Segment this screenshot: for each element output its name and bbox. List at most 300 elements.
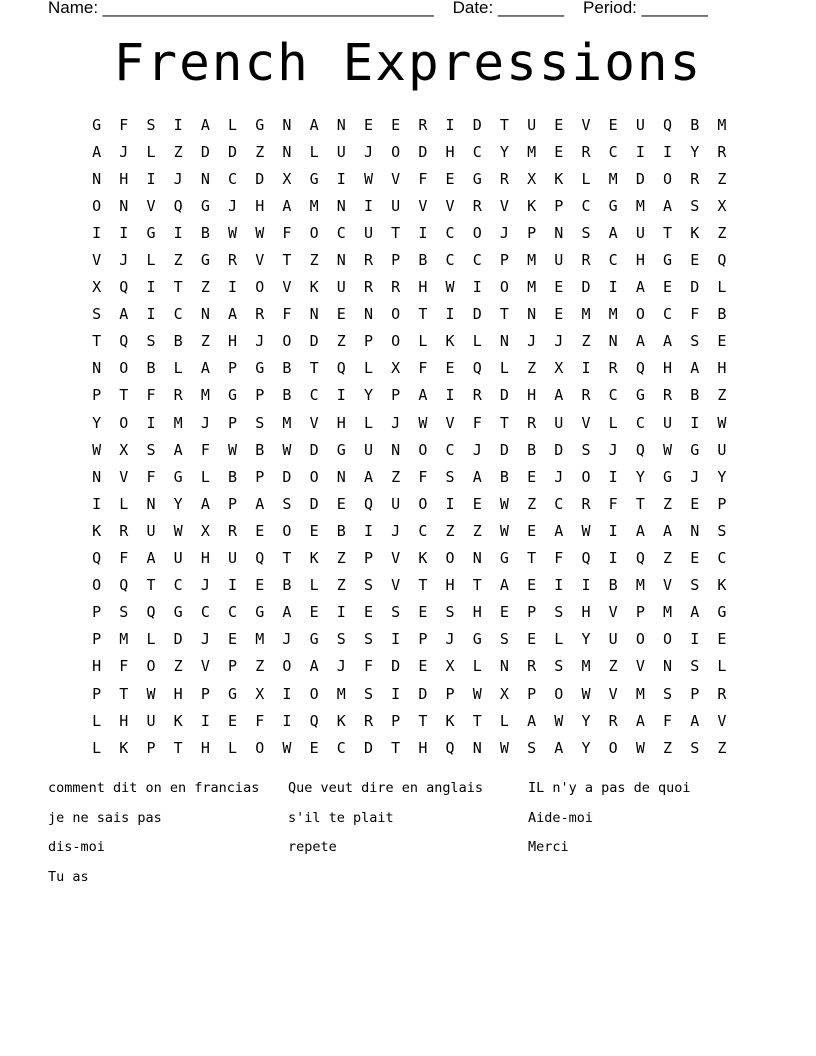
grid-letter: A	[554, 386, 564, 405]
grid-letter: Q	[336, 359, 346, 378]
grid-letter: R	[581, 142, 591, 161]
grid-letter: C	[445, 251, 455, 270]
grid-letter: I	[228, 278, 238, 297]
grid-letter: E	[363, 603, 373, 622]
grid-letter: P	[527, 684, 537, 703]
grid-letter: S	[282, 494, 292, 513]
grid-letter: I	[608, 467, 618, 486]
grid-letter: H	[635, 251, 645, 270]
grid-letter: T	[309, 359, 319, 378]
grid-letter: F	[608, 494, 618, 513]
grid-letter: N	[119, 196, 129, 215]
grid-letter: V	[146, 196, 156, 215]
grid-letter: M	[200, 386, 210, 405]
grid-letter: E	[418, 657, 428, 676]
grid-letter: Z	[663, 549, 673, 568]
grid-letter: W	[282, 738, 292, 757]
grid-letter: Z	[336, 576, 346, 595]
grid-letter: L	[92, 711, 102, 730]
grid-letter: S	[690, 196, 700, 215]
grid-letter: F	[119, 549, 129, 568]
grid-letter: U	[363, 440, 373, 459]
grid-letter: I	[336, 603, 346, 622]
word-bank-item: Tu as	[48, 868, 89, 885]
grid-letter: L	[119, 494, 129, 513]
grid-letter: J	[608, 440, 618, 459]
grid-letter: L	[554, 630, 564, 649]
grid-letter: Q	[255, 549, 265, 568]
grid-letter: Z	[717, 169, 727, 188]
grid-letter: C	[309, 386, 319, 405]
grid-letter: B	[282, 576, 292, 595]
grid-letter: I	[282, 684, 292, 703]
grid-letter: A	[92, 142, 102, 161]
grid-letter: L	[363, 413, 373, 432]
grid-letter: S	[554, 603, 564, 622]
grid-letter: W	[581, 684, 591, 703]
grid-letter: N	[472, 738, 482, 757]
grid-letter: F	[554, 549, 564, 568]
word-bank-item: IL n'y a pas de quoi	[528, 780, 691, 796]
grid-letter: Q	[119, 332, 129, 351]
grid-letter: T	[391, 738, 401, 757]
grid-letter: G	[336, 440, 346, 459]
grid-letter: U	[391, 196, 401, 215]
grid-letter: Z	[663, 494, 673, 513]
grid-letter: C	[663, 305, 673, 324]
grid-letter: Z	[255, 142, 265, 161]
grid-letter: U	[146, 711, 156, 730]
grid-letter: R	[472, 386, 482, 405]
grid-letter: C	[472, 142, 482, 161]
grid-letter: E	[554, 278, 564, 297]
grid-letter: M	[717, 115, 727, 134]
grid-letter: E	[309, 738, 319, 757]
grid-letter: L	[92, 738, 102, 757]
grid-letter: L	[309, 576, 319, 595]
grid-letter: D	[690, 278, 700, 297]
grid-letter: N	[554, 223, 564, 242]
grid-letter: W	[554, 711, 564, 730]
grid-letter: W	[499, 494, 509, 513]
grid-letter: F	[146, 467, 156, 486]
grid-letter: N	[391, 440, 401, 459]
grid-letter: J	[527, 332, 537, 351]
grid-letter: I	[282, 711, 292, 730]
grid-letter: G	[228, 386, 238, 405]
grid-letter: O	[146, 657, 156, 676]
grid-letter: S	[119, 603, 129, 622]
grid-letter: K	[445, 711, 455, 730]
grid-letter: X	[282, 169, 292, 188]
word-bank-item: dis-moi	[48, 839, 105, 855]
grid-letter: G	[173, 467, 183, 486]
grid-letter: D	[200, 142, 210, 161]
grid-letter: O	[635, 305, 645, 324]
grid-letter: M	[635, 684, 645, 703]
grid-letter: G	[200, 251, 210, 270]
grid-letter: Y	[92, 413, 102, 432]
grid-letter: A	[690, 603, 700, 622]
page-title: French Expressions	[113, 34, 703, 93]
grid-letter: S	[363, 576, 373, 595]
grid-letter: P	[92, 630, 102, 649]
grid-letter: Q	[663, 115, 673, 134]
grid-letter: L	[146, 142, 156, 161]
grid-letter: N	[282, 142, 292, 161]
grid-letter: E	[690, 251, 700, 270]
grid-letter: W	[173, 521, 183, 540]
grid-letter: J	[499, 223, 509, 242]
grid-letter: A	[635, 711, 645, 730]
grid-letter: O	[608, 738, 618, 757]
grid-letter: B	[499, 467, 509, 486]
grid-letter: V	[309, 413, 319, 432]
grid-letter: K	[336, 711, 346, 730]
grid-letter: J	[200, 630, 210, 649]
grid-letter: I	[418, 223, 428, 242]
grid-letter: P	[418, 630, 428, 649]
grid-letter: N	[472, 549, 482, 568]
grid-letter: J	[472, 440, 482, 459]
word-bank-item: Merci	[528, 839, 569, 855]
grid-letter: N	[336, 115, 346, 134]
grid-letter: J	[391, 413, 401, 432]
grid-letter: W	[146, 684, 156, 703]
grid-letter: G	[173, 603, 183, 622]
word-bank-item: Aide-moi	[528, 809, 594, 826]
grid-letter: K	[418, 549, 428, 568]
grid-letter: V	[663, 576, 673, 595]
grid-letter: D	[635, 169, 645, 188]
grid-letter: V	[581, 413, 591, 432]
grid-letter: Z	[336, 332, 346, 351]
grid-letter: Z	[445, 521, 455, 540]
grid-letter: A	[635, 332, 645, 351]
grid-letter: R	[717, 684, 727, 703]
grid-letter: I	[445, 386, 455, 405]
grid-letter: E	[336, 305, 346, 324]
grid-letter: E	[527, 521, 537, 540]
grid-letter: R	[472, 196, 482, 215]
grid-letter: I	[146, 169, 156, 188]
grid-letter: I	[363, 196, 373, 215]
grid-letter: O	[391, 332, 401, 351]
grid-letter: J	[363, 142, 373, 161]
grid-letter: C	[445, 223, 455, 242]
grid-letter: A	[255, 494, 265, 513]
grid-letter: E	[363, 115, 373, 134]
word-bank-item: repete	[288, 839, 337, 855]
grid-letter: U	[363, 223, 373, 242]
grid-letter: O	[119, 359, 129, 378]
grid-letter: O	[418, 494, 428, 513]
grid-letter: J	[200, 576, 210, 595]
grid-letter: Y	[173, 494, 183, 513]
grid-letter: E	[690, 549, 700, 568]
grid-letter: B	[527, 440, 537, 459]
grid-letter: M	[336, 684, 346, 703]
grid-letter: M	[119, 630, 129, 649]
grid-letter: C	[228, 169, 238, 188]
grid-letter: S	[146, 332, 156, 351]
grid-letter: I	[690, 413, 700, 432]
grid-letter: R	[255, 305, 265, 324]
grid-letter: C	[173, 305, 183, 324]
grid-letter: S	[146, 440, 156, 459]
grid-letter: T	[146, 576, 156, 595]
grid-letter: A	[663, 332, 673, 351]
grid-letter: S	[391, 603, 401, 622]
grid-letter: S	[663, 684, 673, 703]
grid-letter: I	[391, 630, 401, 649]
grid-letter: D	[309, 494, 319, 513]
grid-letter: B	[690, 115, 700, 134]
grid-letter: V	[635, 657, 645, 676]
grid-letter: A	[635, 278, 645, 297]
grid-letter: K	[717, 576, 727, 595]
grid-letter: Z	[391, 467, 401, 486]
grid-letter: E	[663, 278, 673, 297]
grid-letter: L	[717, 278, 727, 297]
grid-letter: S	[581, 223, 591, 242]
grid-letter: Z	[608, 657, 618, 676]
grid-letter: C	[445, 440, 455, 459]
grid-letter: A	[363, 467, 373, 486]
grid-letter: H	[717, 359, 727, 378]
grid-letter: F	[119, 115, 129, 134]
word-bank-item: comment dit on en francias	[48, 780, 260, 796]
grid-letter: A	[554, 738, 564, 757]
grid-letter: L	[309, 142, 319, 161]
grid-letter: A	[418, 386, 428, 405]
grid-letter: S	[690, 332, 700, 351]
grid-letter: S	[363, 684, 373, 703]
grid-letter: I	[445, 305, 455, 324]
grid-letter: S	[146, 115, 156, 134]
grid-letter: F	[472, 413, 482, 432]
grid-letter: M	[309, 196, 319, 215]
grid-letter: V	[282, 278, 292, 297]
grid-letter: B	[717, 305, 727, 324]
grid-letter: W	[92, 440, 102, 459]
grid-letter: I	[363, 521, 373, 540]
grid-letter: P	[391, 711, 401, 730]
grid-letter: E	[445, 359, 455, 378]
grid-letter: Q	[119, 278, 129, 297]
grid-letter: I	[608, 549, 618, 568]
grid-letter: Q	[92, 549, 102, 568]
grid-letter: H	[255, 196, 265, 215]
grid-letter: G	[608, 196, 618, 215]
grid-letter: N	[146, 494, 156, 513]
grid-letter: A	[663, 521, 673, 540]
grid-letter: O	[418, 440, 428, 459]
grid-letter: J	[119, 251, 129, 270]
grid-letter: U	[663, 413, 673, 432]
grid-letter: I	[92, 223, 102, 242]
grid-letter: C	[554, 494, 564, 513]
grid-letter: O	[391, 305, 401, 324]
grid-letter: L	[472, 657, 482, 676]
grid-letter: I	[608, 521, 618, 540]
grid-letter: U	[527, 115, 537, 134]
grid-letter: T	[173, 738, 183, 757]
grid-letter: L	[173, 359, 183, 378]
grid-letter: I	[92, 494, 102, 513]
grid-letter: J	[228, 196, 238, 215]
grid-letter: H	[336, 413, 346, 432]
grid-letter: T	[499, 115, 509, 134]
grid-letter: I	[581, 576, 591, 595]
grid-letter: I	[228, 576, 238, 595]
grid-letter: D	[363, 738, 373, 757]
grid-letter: N	[282, 115, 292, 134]
grid-letter: A	[499, 576, 509, 595]
grid-letter: P	[363, 332, 373, 351]
grid-letter: N	[309, 305, 319, 324]
grid-letter: T	[635, 494, 645, 513]
grid-letter: Z	[173, 657, 183, 676]
grid-letter: D	[255, 169, 265, 188]
grid-letter: J	[173, 169, 183, 188]
grid-letter: U	[635, 115, 645, 134]
grid-letter: W	[499, 521, 509, 540]
grid-letter: U	[635, 223, 645, 242]
grid-letter: R	[608, 711, 618, 730]
grid-letter: L	[146, 630, 156, 649]
grid-letter: R	[363, 278, 373, 297]
grid-letter: D	[418, 684, 428, 703]
grid-letter: P	[255, 386, 265, 405]
grid-letter: F	[282, 223, 292, 242]
grid-letter: U	[554, 251, 564, 270]
grid-letter: Z	[200, 332, 210, 351]
grid-letter: X	[717, 196, 727, 215]
grid-letter: L	[200, 467, 210, 486]
grid-letter: A	[200, 494, 210, 513]
grid-letter: S	[690, 657, 700, 676]
grid-letter: V	[608, 603, 618, 622]
grid-letter: M	[527, 278, 537, 297]
grid-letter: A	[608, 223, 618, 242]
grid-letter: D	[173, 630, 183, 649]
grid-letter: F	[119, 657, 129, 676]
grid-letter: A	[200, 115, 210, 134]
grid-letter: G	[255, 359, 265, 378]
grid-letter: Z	[472, 521, 482, 540]
grid-letter: U	[173, 549, 183, 568]
grid-letter: W	[282, 440, 292, 459]
grid-letter: P	[92, 684, 102, 703]
grid-letter: S	[336, 630, 346, 649]
grid-letter: U	[391, 494, 401, 513]
grid-letter: J	[445, 630, 455, 649]
grid-letter: O	[255, 738, 265, 757]
grid-letter: H	[527, 386, 537, 405]
grid-letter: N	[363, 305, 373, 324]
grid-letter: G	[717, 603, 727, 622]
grid-letter: O	[663, 169, 673, 188]
grid-letter: X	[391, 359, 401, 378]
grid-letter: H	[663, 359, 673, 378]
grid-letter: M	[608, 305, 618, 324]
grid-letter: X	[527, 169, 537, 188]
grid-letter: I	[146, 278, 156, 297]
grid-letter: E	[554, 115, 564, 134]
grid-letter: M	[635, 196, 645, 215]
grid-letter: V	[92, 251, 102, 270]
grid-letter: Q	[309, 711, 319, 730]
grid-letter: Z	[717, 738, 727, 757]
grid-letter: A	[472, 467, 482, 486]
grid-letter: Y	[581, 738, 591, 757]
grid-letter: R	[363, 251, 373, 270]
grid-letter: N	[499, 657, 509, 676]
grid-letter: N	[92, 359, 102, 378]
grid-letter: G	[663, 251, 673, 270]
grid-letter: T	[418, 576, 428, 595]
grid-letter: J	[554, 467, 564, 486]
grid-letter: E	[554, 305, 564, 324]
grid-letter: P	[690, 684, 700, 703]
grid-letter: E	[472, 494, 482, 513]
grid-letter: P	[200, 684, 210, 703]
grid-letter: E	[527, 467, 537, 486]
grid-letter: H	[581, 603, 591, 622]
grid-letter: V	[608, 684, 618, 703]
grid-letter: T	[472, 711, 482, 730]
grid-letter: S	[445, 603, 455, 622]
grid-letter: R	[663, 386, 673, 405]
grid-letter: I	[554, 576, 564, 595]
grid-letter: R	[527, 413, 537, 432]
grid-letter: I	[445, 494, 455, 513]
grid-letter: V	[445, 196, 455, 215]
grid-letter: N	[200, 169, 210, 188]
grid-letter: G	[92, 115, 102, 134]
grid-letter: E	[309, 521, 319, 540]
grid-letter: T	[663, 223, 673, 242]
grid-letter: G	[499, 549, 509, 568]
grid-letter: F	[282, 305, 292, 324]
grid-letter: O	[282, 521, 292, 540]
grid-letter: C	[608, 142, 618, 161]
grid-letter: I	[173, 223, 183, 242]
grid-letter: K	[309, 549, 319, 568]
header-fields: Name: ___________________________________ Date: _______ Period: _______	[48, 0, 708, 17]
grid-letter: C	[200, 603, 210, 622]
grid-letter: P	[146, 738, 156, 757]
grid-letter: E	[418, 603, 428, 622]
grid-letter: Z	[309, 251, 319, 270]
grid-letter: O	[92, 576, 102, 595]
grid-letter: I	[336, 169, 346, 188]
grid-letter: M	[608, 169, 618, 188]
grid-letter: Q	[119, 576, 129, 595]
grid-letter: O	[282, 332, 292, 351]
grid-letter: J	[200, 413, 210, 432]
grid-letter: Z	[255, 657, 265, 676]
word-bank	[48, 776, 768, 894]
grid-letter: E	[309, 603, 319, 622]
grid-letter: C	[336, 223, 346, 242]
grid-letter: K	[119, 738, 129, 757]
grid-letter: G	[255, 603, 265, 622]
grid-letter: S	[499, 630, 509, 649]
grid-letter: N	[499, 332, 509, 351]
grid-letter: G	[635, 386, 645, 405]
